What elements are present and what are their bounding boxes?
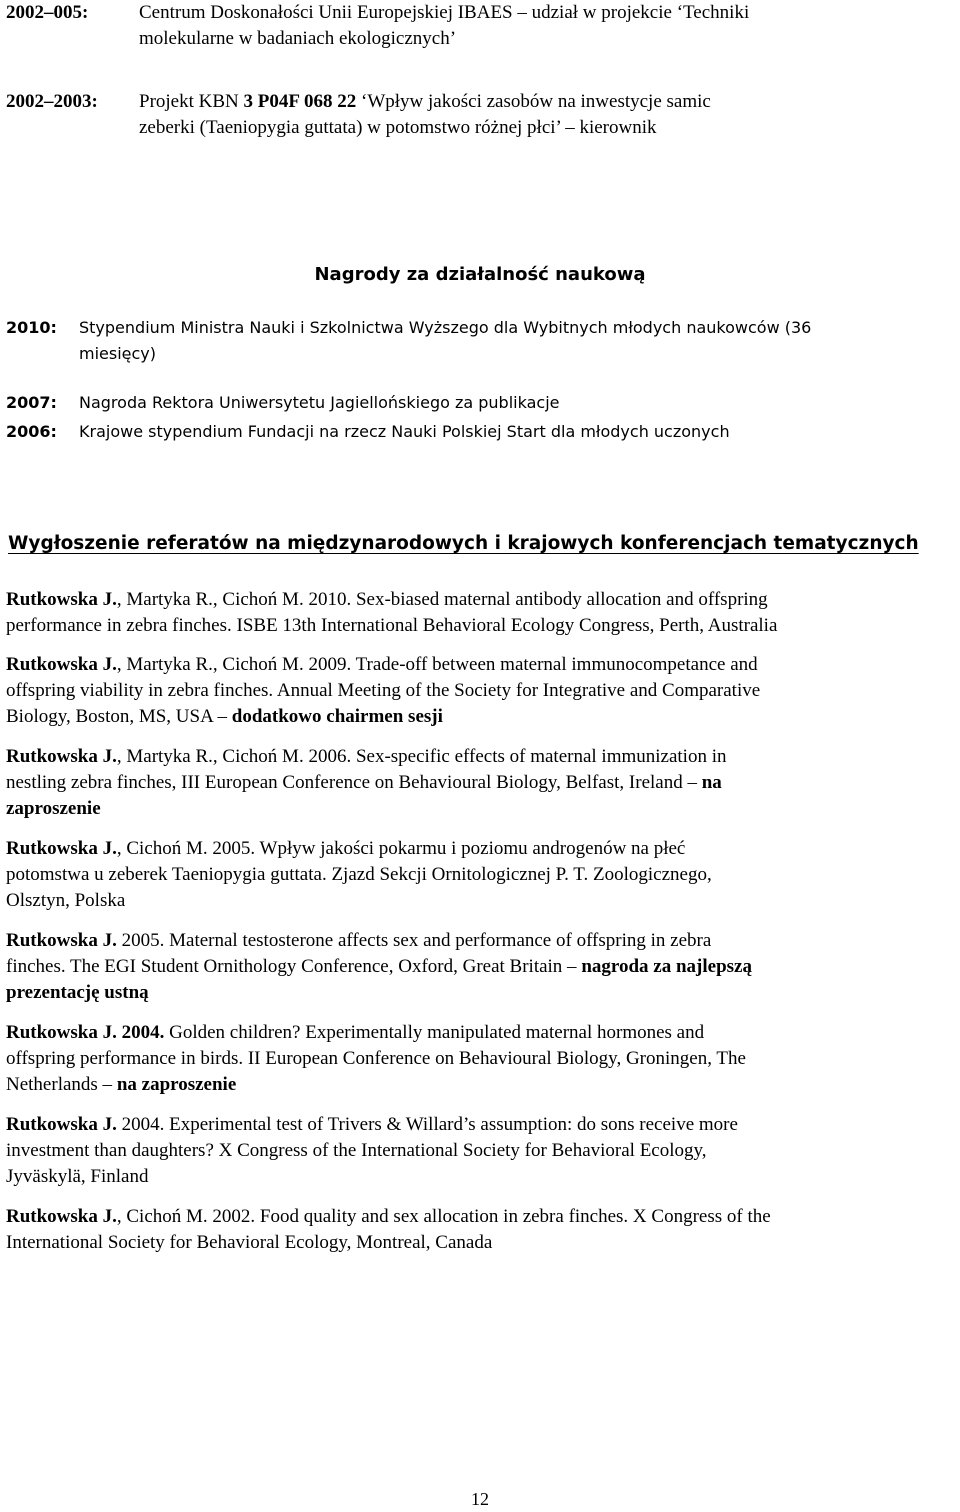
reference-text: , Cichoń M. 2005. Wpływ jakości pokarmu i poziomu androgenów na płeć bbox=[116, 838, 686, 859]
reference-text: zaproszenie bbox=[6, 798, 101, 819]
reference-text: na bbox=[701, 772, 722, 793]
project-line: zeberki (Taeniopygia guttata) w potomstwo różnej płci’ – kierownik bbox=[139, 117, 657, 138]
page-number: 12 bbox=[471, 1489, 489, 1509]
talks-heading: Wygłoszenie referatów na międzynarodowych i krajowych konferencjach tematycznych bbox=[8, 533, 919, 554]
reference-text: International Society for Behavioral Ecology, Montreal, Canada bbox=[6, 1232, 493, 1253]
reference-text: investment than daughters? X Congress of the International Society for Behavioral Ecology, bbox=[6, 1140, 707, 1161]
project-line bbox=[139, 89, 951, 115]
reference-line bbox=[6, 1020, 951, 1046]
reference-text: 2004. Experimental test of Trivers & Willard’s assumption: do sons receive more bbox=[116, 1114, 738, 1135]
award-line: miesięcy) bbox=[79, 344, 157, 363]
reference-line bbox=[6, 1046, 951, 1072]
reference-text: Olsztyn, Polska bbox=[6, 890, 126, 911]
project-line: Centrum Doskonałości Unii Europejskiej IBAES – udział w projekcie ‘Techniki bbox=[139, 2, 750, 23]
reference-line bbox=[6, 1138, 951, 1164]
award-year: 2006: bbox=[6, 422, 57, 441]
reference-text: finches. The EGI Student Ornithology Conference, Oxford, Great Britain – bbox=[6, 956, 582, 977]
reference-line bbox=[6, 928, 951, 954]
reference-text: offspring performance in birds. II European Conference on Behavioural Biology, Groningen, The bbox=[6, 1048, 746, 1069]
reference-text: potomstwa u zeberek Taeniopygia guttata. Zjazd Sekcji Ornitologicznej P. T. Zoologicznego, bbox=[6, 864, 712, 885]
reference-text: Jyväskylä, Finland bbox=[6, 1166, 149, 1187]
reference-line bbox=[6, 652, 951, 678]
reference-line bbox=[6, 1230, 951, 1256]
award-year: 2007: bbox=[6, 393, 57, 412]
reference-text: , Martyka R., Cichoń M. 2009. Trade-off between maternal immunocompetance and bbox=[116, 654, 758, 675]
award-text bbox=[79, 315, 956, 367]
reference-text: Rutkowska J. bbox=[6, 746, 117, 767]
award-entry bbox=[6, 315, 956, 367]
project-title: ‘Wpływ jakości zasobów na inwestycje samic bbox=[356, 91, 711, 112]
reference-text: nestling zebra finches, III European Conference on Behavioural Biology, Belfast, Ireland – bbox=[6, 772, 702, 793]
award-line: Krajowe stypendium Fundacji na rzecz Nauki Polskiej Start dla młodych uczonych bbox=[79, 422, 730, 441]
award-entry bbox=[6, 390, 956, 416]
reference-text: 2005. Maternal testosterone affects sex and performance of offspring in zebra bbox=[116, 930, 712, 951]
reference-line bbox=[6, 1072, 951, 1098]
reference-text: nagroda za najlepszą bbox=[581, 956, 752, 977]
reference-text: Rutkowska J. bbox=[6, 589, 117, 610]
reference-text: Rutkowska J. bbox=[6, 930, 117, 951]
reference-text: prezentację ustną bbox=[6, 982, 149, 1003]
reference-entry bbox=[6, 928, 951, 1006]
reference-entry bbox=[6, 1020, 951, 1098]
reference-entry bbox=[6, 1204, 951, 1256]
project-entry bbox=[6, 0, 951, 52]
project-prefix: Projekt KBN bbox=[139, 91, 244, 112]
reference-text: Rutkowska J. bbox=[6, 654, 117, 675]
reference-text: , Martyka R., Cichoń M. 2010. Sex-biased maternal antibody allocation and offspring bbox=[116, 589, 768, 610]
reference-line bbox=[6, 770, 951, 796]
project-line: molekularne w badaniach ekologicznych’ bbox=[139, 28, 457, 49]
reference-text: na zaproszenie bbox=[116, 1074, 237, 1095]
award-line: Nagroda Rektora Uniwersytetu Jagiellońskiego za publikacje bbox=[79, 393, 560, 412]
reference-line bbox=[6, 1164, 951, 1190]
project-code: 3 P04F 068 22 bbox=[243, 91, 357, 112]
reference-text: Biology, Boston, MS, USA – bbox=[6, 706, 232, 727]
project-period: 2002–005: bbox=[6, 2, 89, 23]
project-period: 2002–2003: bbox=[6, 91, 98, 112]
reference-line bbox=[6, 678, 951, 704]
project-text bbox=[139, 0, 951, 52]
reference-line bbox=[6, 796, 951, 822]
project-entry bbox=[6, 89, 951, 141]
reference-line bbox=[6, 1204, 951, 1230]
reference-entry bbox=[6, 744, 951, 822]
reference-text: Golden children? Experimentally manipulated maternal hormones and bbox=[164, 1022, 705, 1043]
reference-text: , Martyka R., Cichoń M. 2006. Sex-specific effects of maternal immunization in bbox=[116, 746, 727, 767]
award-entry bbox=[6, 419, 956, 445]
reference-text: Rutkowska J. bbox=[6, 838, 117, 859]
reference-text: offspring viability in zebra finches. Annual Meeting of the Society for Integrative and Comparative bbox=[6, 680, 761, 701]
reference-line bbox=[6, 862, 951, 888]
reference-text: Rutkowska J. bbox=[6, 1114, 117, 1135]
reference-line bbox=[6, 704, 951, 730]
reference-text: Rutkowska J. bbox=[6, 1206, 117, 1227]
reference-line bbox=[6, 980, 951, 1006]
reference-line bbox=[6, 954, 951, 980]
reference-text: Rutkowska J. 2004. bbox=[6, 1022, 165, 1043]
reference-line bbox=[6, 587, 951, 613]
awards-heading: Nagrody za działalność naukową bbox=[314, 264, 646, 285]
reference-line bbox=[6, 744, 951, 770]
reference-text: Netherlands – bbox=[6, 1074, 117, 1095]
reference-entry bbox=[6, 836, 951, 914]
reference-entry bbox=[6, 652, 951, 730]
reference-text: performance in zebra finches. ISBE 13th International Behavioral Ecology Congress, Perth, Australia bbox=[6, 615, 778, 636]
reference-entry bbox=[6, 587, 951, 639]
project-text bbox=[139, 89, 951, 141]
reference-line bbox=[6, 888, 951, 914]
reference-line bbox=[6, 613, 951, 639]
reference-line bbox=[6, 1112, 951, 1138]
reference-text: , Cichoń M. 2002. Food quality and sex allocation in zebra finches. X Congress of the bbox=[116, 1206, 771, 1227]
reference-entry bbox=[6, 1112, 951, 1190]
reference-line bbox=[6, 836, 951, 862]
award-line: Stypendium Ministra Nauki i Szkolnictwa Wyższego dla Wybitnych młodych naukowców (36 bbox=[79, 318, 812, 337]
reference-text: dodatkowo chairmen sesji bbox=[231, 706, 443, 727]
award-year: 2010: bbox=[6, 318, 57, 337]
